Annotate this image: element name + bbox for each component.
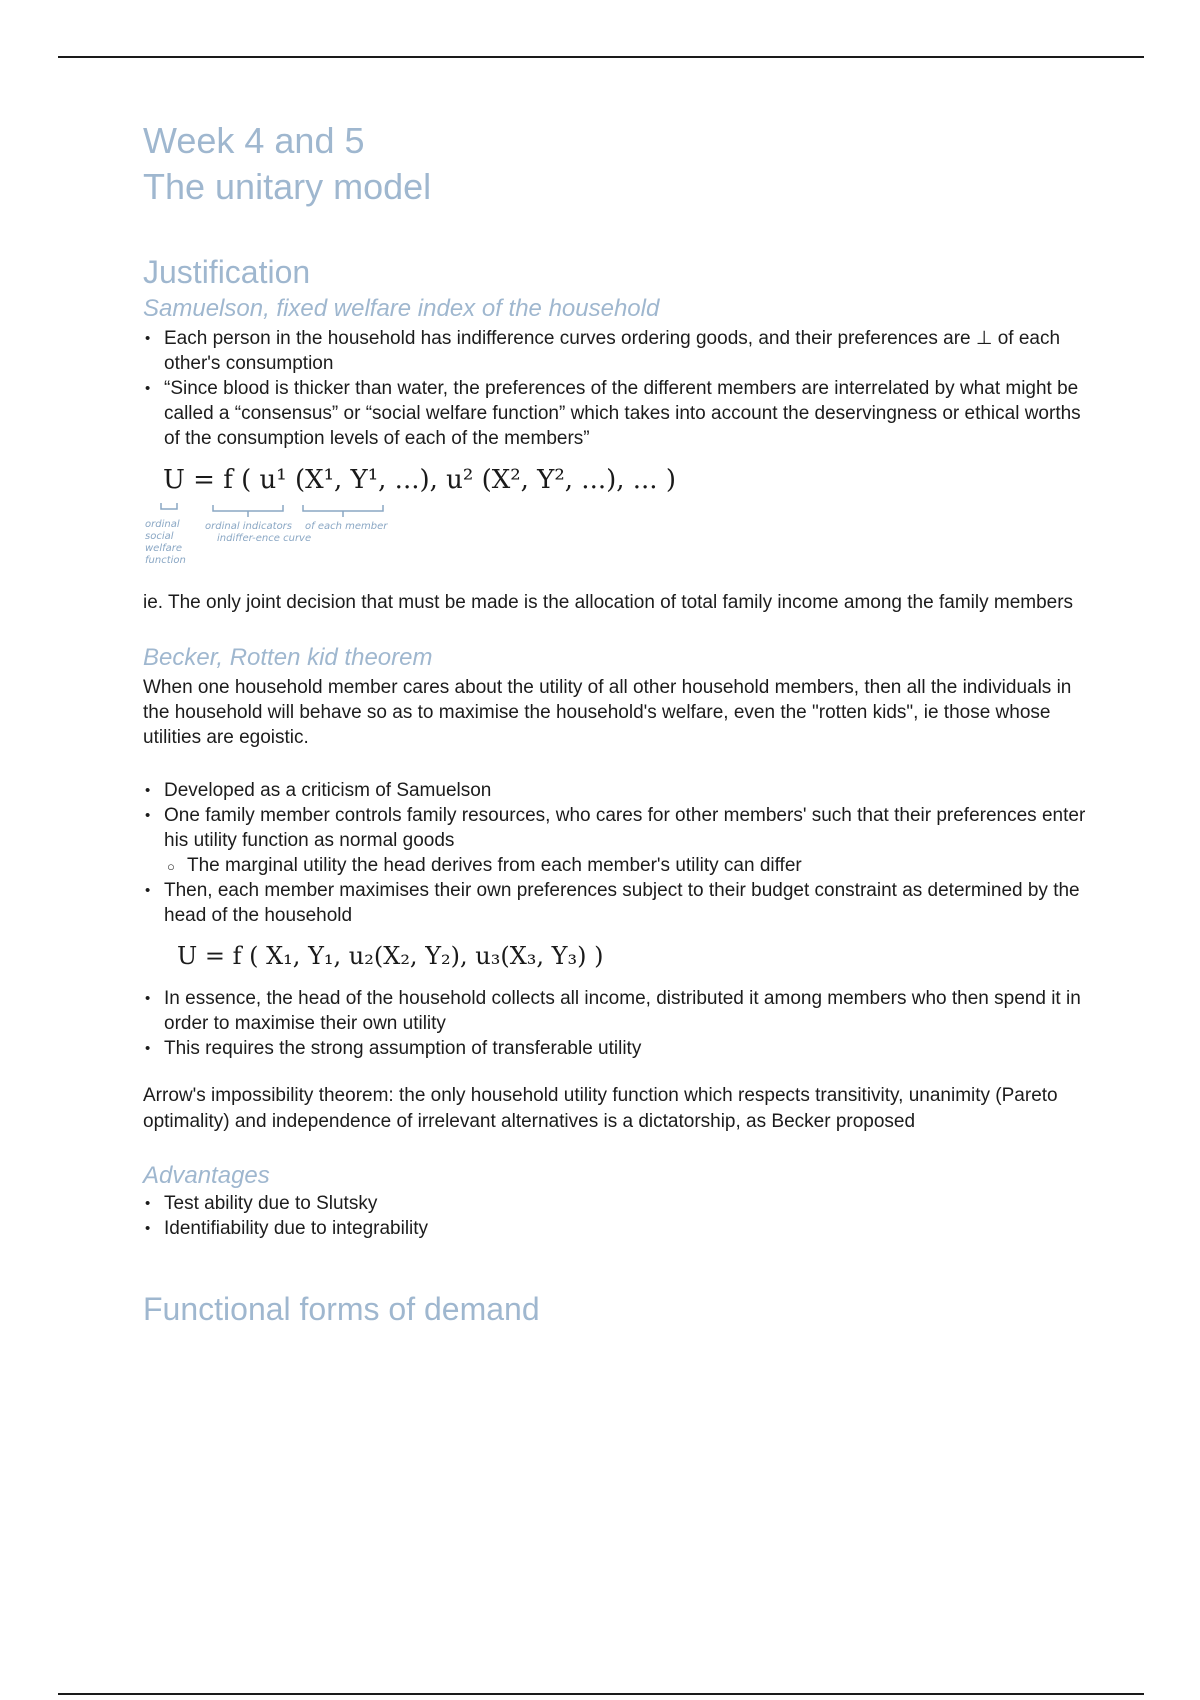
arrow-theorem-text: Arrow's impossibility theorem: the only household utility function which respects transitivity, unanimity (Pareto optimality) and independence of irrelevant alternatives is a dictatorship, as Becker proposed: [143, 1085, 1058, 1132]
samuelson-formula-block: [143, 465, 1093, 580]
samuelson-bullets: [143, 326, 1093, 451]
page-title-line2: The unitary model: [143, 166, 432, 207]
annotation-ordinal-swf: ordinal social welfare function: [145, 519, 186, 566]
annotation-indifference-curve: indiffer-ence curve: [217, 533, 312, 544]
becker-formula: U = f ( X₁, Y₁, u₂(X₂, Y₂), u₃(X₃, Y₃) ): [177, 942, 604, 970]
becker-intro: When one household member cares about the utility of all other household members, then all the individuals in the household will behave so as to maximise the household's welfare, even the "rotten kids", ie those whose utilities are egoistic.: [143, 677, 1072, 748]
list-item: • One family member controls family resources, who cares for other members' such that their preferences enter his utility function as normal goods: [143, 803, 1093, 853]
subheading-samuelson: Samuelson, fixed welfare index of the household: [143, 295, 660, 322]
list-item: • “Since blood is thicker than water, the preferences of the different members are interrelated by what might be called a “consensus” or “social welfare function” which takes into account the deservingness or ethical worths of the consumption levels of each of the members”: [143, 376, 1093, 451]
section-heading-justification: Justification: [143, 254, 311, 290]
annotation-each-member: of each member: [305, 521, 388, 532]
samuelson-formula: U = f ( u¹ (X¹, Y¹, ...), u² (X², Y², ...), ... ): [163, 465, 676, 495]
annotation-ordinal-indicators: ordinal indicators: [205, 521, 293, 532]
list-item: • Test ability due to Slutsky: [143, 1191, 1093, 1216]
page-content: [143, 118, 1093, 1329]
becker-bullets-then: [143, 878, 1093, 928]
page-title-line1: Week 4 and 5: [143, 120, 365, 161]
advantages-bullets: [143, 1191, 1093, 1241]
top-rule: [58, 56, 1144, 58]
section-heading-functional-forms: Functional forms of demand: [143, 1291, 540, 1327]
list-item: ○ The marginal utility the head derives from each member's utility can differ: [165, 853, 1093, 878]
list-item: • Developed as a criticism of Samuelson: [143, 778, 1093, 803]
list-item: • Then, each member maximises their own preferences subject to their budget constraint as determined by the head of the household: [143, 878, 1093, 928]
list-item: • This requires the strong assumption of transferable utility: [143, 1036, 1093, 1061]
bottom-rule: [58, 1693, 1144, 1695]
list-item: • Identifiability due to integrability: [143, 1216, 1093, 1241]
becker-bullets: [143, 778, 1093, 853]
samuelson-ie-text: ie. The only joint decision that must be made is the allocation of total family income among the family members: [143, 592, 1074, 613]
list-item: • Each person in the household has indifference curves ordering goods, and their preferences are ⊥ of each other's consumption: [143, 326, 1093, 376]
subheading-advantages: Advantages: [143, 1162, 270, 1189]
becker-formula-block: [143, 936, 1093, 984]
list-item: • In essence, the head of the household collects all income, distributed it among members who then spend it in order to maximise their own utility: [143, 986, 1093, 1036]
becker-sub-bullets: [143, 853, 1093, 878]
becker-bullets-after: [143, 986, 1093, 1061]
subheading-becker: Becker, Rotten kid theorem: [143, 644, 433, 671]
